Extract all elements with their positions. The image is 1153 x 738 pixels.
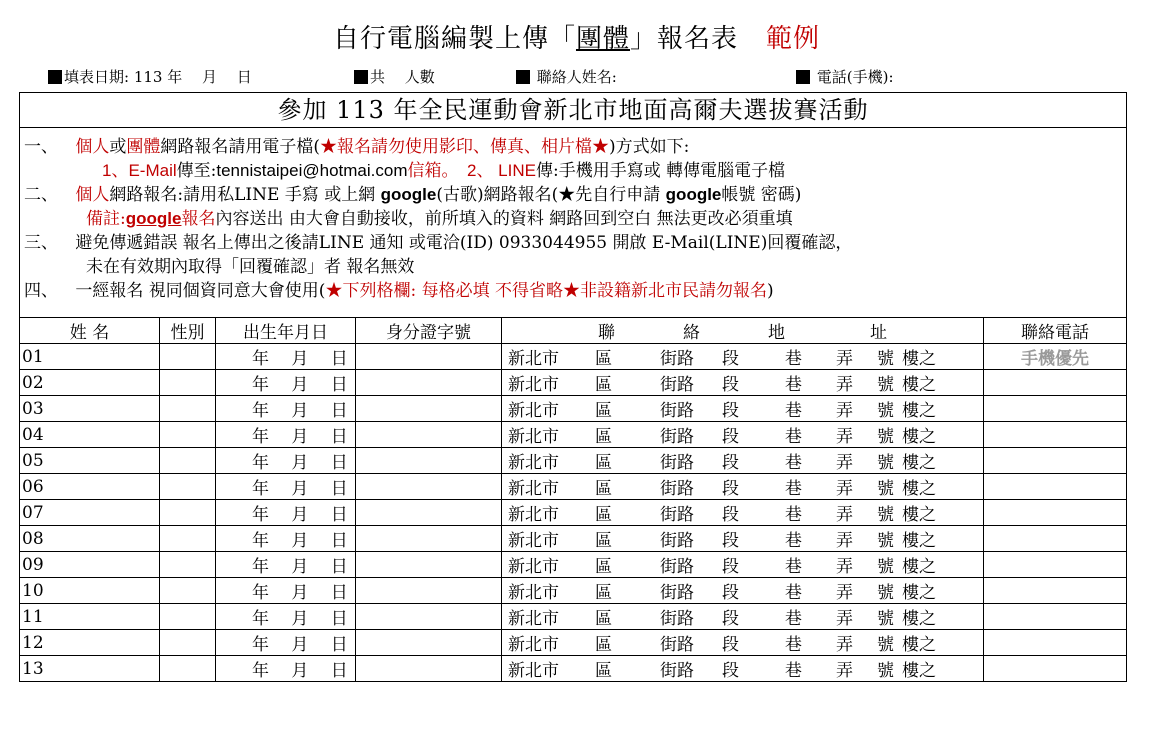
name-cell[interactable] bbox=[20, 500, 160, 526]
name-cell[interactable] bbox=[20, 396, 160, 422]
addr-part: 區 bbox=[595, 557, 612, 577]
address-cell[interactable] bbox=[502, 526, 984, 552]
text: 網路報名請用電子檔( bbox=[160, 137, 321, 157]
date-text: 年 月 日 bbox=[252, 583, 348, 603]
count-label: 共 人數 bbox=[370, 68, 435, 86]
addr-part: 段 bbox=[722, 661, 739, 681]
addr-part: 段 bbox=[722, 635, 739, 655]
addr-part: 街路 bbox=[660, 609, 694, 629]
addr-city: 新北市 bbox=[508, 375, 559, 395]
name-cell[interactable] bbox=[20, 578, 160, 604]
text: 團體 bbox=[126, 137, 161, 157]
table-row bbox=[20, 526, 1127, 552]
addr-part: 樓之 bbox=[902, 609, 936, 629]
addr-part: 巷 bbox=[785, 453, 802, 473]
note-4 bbox=[24, 279, 774, 303]
addr-part: 樓之 bbox=[902, 583, 936, 603]
addr-part: 區 bbox=[595, 661, 612, 681]
square-bullet-icon bbox=[48, 70, 62, 84]
name-cell[interactable] bbox=[20, 604, 160, 630]
addr-part: 樓之 bbox=[902, 531, 936, 551]
addr-city: 新北市 bbox=[508, 453, 559, 473]
addr-part: 段 bbox=[722, 479, 739, 499]
addr-city: 新北市 bbox=[508, 609, 559, 629]
addr-part: 區 bbox=[595, 505, 612, 525]
note-2 bbox=[24, 183, 801, 207]
title-end: 」報名表 bbox=[630, 24, 739, 54]
addr-part: 巷 bbox=[785, 427, 802, 447]
header-id-number: 身分證字號 bbox=[356, 318, 502, 344]
addr-city: 新北市 bbox=[508, 349, 559, 369]
text: 一經報名 視同個資同意大會使用( bbox=[75, 281, 326, 301]
addr-part: 號 bbox=[877, 427, 894, 447]
text: 報名 bbox=[181, 209, 216, 229]
square-bullet-icon bbox=[796, 70, 810, 84]
square-bullet-icon bbox=[516, 70, 530, 84]
address-cell[interactable] bbox=[502, 604, 984, 630]
birthdate-cell[interactable] bbox=[216, 396, 356, 422]
title-example: 範例 bbox=[766, 24, 821, 54]
addr-part: 街路 bbox=[660, 583, 694, 603]
addr-city: 新北市 bbox=[508, 531, 559, 551]
phone-cell[interactable] bbox=[984, 500, 1127, 526]
note-3 bbox=[24, 231, 852, 255]
addr-part: 號 bbox=[877, 661, 894, 681]
date-text: 年 月 日 bbox=[252, 401, 348, 421]
addr-part: 弄 bbox=[836, 375, 853, 395]
table-row bbox=[20, 448, 1127, 474]
addr-part: 弄 bbox=[836, 531, 853, 551]
table-row bbox=[20, 604, 1127, 630]
addr-part: 段 bbox=[722, 427, 739, 447]
id-cell[interactable] bbox=[356, 448, 502, 474]
name-cell[interactable] bbox=[20, 344, 160, 370]
note-2b bbox=[86, 207, 793, 231]
text: 傳至: bbox=[176, 161, 217, 181]
header-gender: 性別 bbox=[160, 318, 216, 344]
text: )方式如下: bbox=[609, 137, 690, 157]
text: 信箱。 2、 LINE bbox=[407, 161, 536, 180]
addr-part: 弄 bbox=[836, 609, 853, 629]
addr-part: 弄 bbox=[836, 557, 853, 577]
addr-part: 巷 bbox=[785, 661, 802, 681]
addr-part: 段 bbox=[722, 557, 739, 577]
gender-cell[interactable] bbox=[160, 604, 216, 630]
text: 網路報名:請用私LINE 手寫 或上網 bbox=[109, 185, 381, 205]
addr-part: 號 bbox=[877, 609, 894, 629]
title-group: 團體 bbox=[575, 24, 630, 54]
phone-cell[interactable] bbox=[984, 630, 1127, 656]
text: 避免傳遞錯誤 報名上傳出之後請LINE 通知 或電洽(ID) 0933044955 開啟 E-Mail(LINE)回覆確認， bbox=[75, 233, 853, 253]
addr-part: 區 bbox=[595, 375, 612, 395]
addr-part: 街路 bbox=[660, 479, 694, 499]
page-cutoff bbox=[19, 668, 1126, 674]
table-row bbox=[20, 500, 1127, 526]
addr-part: 弄 bbox=[836, 453, 853, 473]
text: 備註: bbox=[86, 209, 126, 229]
addr-part: 區 bbox=[595, 479, 612, 499]
text: 傳:手機用手寫或 轉傳電腦電子檔 bbox=[535, 161, 786, 181]
addr-part: 巷 bbox=[785, 401, 802, 421]
date-text: 年 月 日 bbox=[252, 505, 348, 525]
phone-cell[interactable] bbox=[984, 474, 1127, 500]
name-cell[interactable] bbox=[20, 526, 160, 552]
addr-city: 新北市 bbox=[508, 505, 559, 525]
table-row bbox=[20, 422, 1127, 448]
addr-part: 弄 bbox=[836, 635, 853, 655]
addr-part: 段 bbox=[722, 609, 739, 629]
table-row bbox=[20, 474, 1127, 500]
addr-part: 樓之 bbox=[902, 635, 936, 655]
text: google bbox=[380, 185, 437, 204]
phone-label: 電話(手機): bbox=[816, 68, 894, 86]
birthdate-cell[interactable] bbox=[216, 578, 356, 604]
addr-part: 街路 bbox=[660, 349, 694, 369]
date-label: 填表日期: 113 年 月 日 bbox=[64, 68, 252, 86]
addr-part: 弄 bbox=[836, 583, 853, 603]
addr-part: 街路 bbox=[660, 661, 694, 681]
row-number: 03 bbox=[22, 398, 44, 419]
phone-cell[interactable] bbox=[984, 578, 1127, 604]
note-number: 四、 bbox=[24, 281, 58, 301]
header-birthdate: 出生年月日 bbox=[216, 318, 356, 344]
addr-part: 段 bbox=[722, 375, 739, 395]
header-phone: 聯絡電話 bbox=[984, 318, 1127, 344]
addr-part: 街路 bbox=[660, 557, 694, 577]
addr-part: 樓之 bbox=[902, 349, 936, 369]
text: ★報名請勿使用影印、傳真、相片檔★ bbox=[320, 137, 610, 157]
addr-part: 區 bbox=[595, 427, 612, 447]
text: 個人 bbox=[75, 137, 110, 157]
table-row bbox=[20, 630, 1127, 656]
text: google bbox=[665, 185, 722, 204]
addr-part: 段 bbox=[722, 583, 739, 603]
note-1 bbox=[24, 135, 689, 159]
table-row bbox=[20, 552, 1127, 578]
registration-table bbox=[19, 317, 1127, 682]
form-title bbox=[0, 18, 1153, 55]
gender-cell[interactable] bbox=[160, 552, 216, 578]
addr-part: 號 bbox=[877, 531, 894, 551]
addr-part: 號 bbox=[877, 583, 894, 603]
birthdate-cell[interactable] bbox=[216, 552, 356, 578]
addr-part: 巷 bbox=[785, 609, 802, 629]
addr-part: 弄 bbox=[836, 479, 853, 499]
date-text: 年 月 日 bbox=[252, 427, 348, 447]
gender-cell[interactable] bbox=[160, 474, 216, 500]
address-cell[interactable] bbox=[502, 630, 984, 656]
phone-hint: 手機優先 bbox=[1021, 349, 1089, 369]
text: 或 bbox=[109, 137, 127, 157]
addr-part: 區 bbox=[595, 349, 612, 369]
address-cell[interactable] bbox=[502, 552, 984, 578]
date-text: 年 月 日 bbox=[252, 453, 348, 473]
text: 帳號 密碼) bbox=[721, 185, 802, 205]
addr-part: 區 bbox=[595, 583, 612, 603]
addr-part: 樓之 bbox=[902, 479, 936, 499]
row-number: 05 bbox=[22, 450, 44, 471]
addr-part: 街路 bbox=[660, 505, 694, 525]
birthdate-cell[interactable] bbox=[216, 526, 356, 552]
addr-part: 樓之 bbox=[902, 453, 936, 473]
addr-city: 新北市 bbox=[508, 427, 559, 447]
addr-part: 號 bbox=[877, 635, 894, 655]
gender-cell[interactable] bbox=[160, 344, 216, 370]
name-cell[interactable] bbox=[20, 370, 160, 396]
phone-cell[interactable] bbox=[984, 370, 1127, 396]
address-cell[interactable] bbox=[502, 578, 984, 604]
table-row bbox=[20, 396, 1127, 422]
addr-part: 弄 bbox=[836, 427, 853, 447]
id-cell[interactable] bbox=[356, 422, 502, 448]
addr-city: 新北市 bbox=[508, 661, 559, 681]
date-text: 年 月 日 bbox=[252, 661, 348, 681]
addr-city: 新北市 bbox=[508, 401, 559, 421]
address-cell[interactable] bbox=[502, 474, 984, 500]
table-row bbox=[20, 578, 1127, 604]
id-cell[interactable] bbox=[356, 578, 502, 604]
addr-part: 段 bbox=[722, 349, 739, 369]
id-cell[interactable] bbox=[356, 370, 502, 396]
addr-part: 號 bbox=[877, 557, 894, 577]
square-bullet-icon bbox=[354, 70, 368, 84]
addr-part: 號 bbox=[877, 401, 894, 421]
gender-cell[interactable] bbox=[160, 526, 216, 552]
name-cell[interactable] bbox=[20, 422, 160, 448]
addr-part: 街路 bbox=[660, 401, 694, 421]
gender-cell[interactable] bbox=[160, 422, 216, 448]
addr-part: 區 bbox=[595, 609, 612, 629]
date-text: 年 月 日 bbox=[252, 349, 348, 369]
name-cell[interactable] bbox=[20, 448, 160, 474]
addr-part: 巷 bbox=[785, 531, 802, 551]
note-number: 一、 bbox=[24, 137, 58, 157]
gender-cell[interactable] bbox=[160, 630, 216, 656]
phone-cell[interactable] bbox=[984, 344, 1127, 370]
row-number: 09 bbox=[22, 554, 44, 575]
id-cell[interactable] bbox=[356, 604, 502, 630]
addr-part: 號 bbox=[877, 453, 894, 473]
phone-cell[interactable] bbox=[984, 552, 1127, 578]
address-cell[interactable] bbox=[502, 422, 984, 448]
text: google bbox=[125, 209, 182, 228]
id-cell[interactable] bbox=[356, 526, 502, 552]
note-number: 二、 bbox=[24, 185, 58, 205]
addr-part: 段 bbox=[722, 505, 739, 525]
row-number: 12 bbox=[22, 632, 44, 653]
addr-part: 樓之 bbox=[902, 375, 936, 395]
table-row bbox=[20, 344, 1127, 370]
addr-part: 區 bbox=[595, 401, 612, 421]
note-3b bbox=[86, 255, 414, 279]
row-number: 11 bbox=[22, 606, 44, 627]
contact-label: 聯絡人姓名: bbox=[536, 68, 617, 86]
addr-city: 新北市 bbox=[508, 635, 559, 655]
row-number: 10 bbox=[22, 580, 44, 601]
id-cell[interactable] bbox=[356, 474, 502, 500]
addr-part: 街路 bbox=[660, 427, 694, 447]
form-frame bbox=[19, 92, 1127, 318]
text: (古歌)網路報名(★先自行申請 bbox=[436, 185, 666, 205]
id-cell[interactable] bbox=[356, 630, 502, 656]
birthdate-cell[interactable] bbox=[216, 422, 356, 448]
text: ) bbox=[767, 281, 774, 301]
table-header-row bbox=[20, 318, 1127, 344]
note-1b bbox=[102, 159, 785, 183]
row-number: 06 bbox=[22, 476, 44, 497]
row-number: 02 bbox=[22, 372, 44, 393]
text: 個人 bbox=[75, 185, 110, 205]
addr-part: 巷 bbox=[785, 375, 802, 395]
addr-part: 樓之 bbox=[902, 401, 936, 421]
addr-part: 區 bbox=[595, 635, 612, 655]
row-number: 01 bbox=[22, 346, 44, 367]
row-number: 13 bbox=[22, 658, 44, 679]
address-cell[interactable] bbox=[502, 396, 984, 422]
addr-part: 街路 bbox=[660, 375, 694, 395]
date-text: 年 月 日 bbox=[252, 557, 348, 577]
addr-part: 號 bbox=[877, 479, 894, 499]
addr-part: 段 bbox=[722, 531, 739, 551]
name-cell[interactable] bbox=[20, 552, 160, 578]
date-text: 年 月 日 bbox=[252, 479, 348, 499]
birthdate-cell[interactable] bbox=[216, 474, 356, 500]
addr-part: 樓之 bbox=[902, 505, 936, 525]
addr-part: 弄 bbox=[836, 505, 853, 525]
row-number: 08 bbox=[22, 528, 44, 549]
name-cell[interactable] bbox=[20, 630, 160, 656]
date-text: 年 月 日 bbox=[252, 531, 348, 551]
addr-part: 巷 bbox=[785, 557, 802, 577]
addr-part: 巷 bbox=[785, 583, 802, 603]
title-text: 自行電腦編製上傳「 bbox=[332, 24, 576, 54]
phone-cell[interactable] bbox=[984, 396, 1127, 422]
id-cell[interactable] bbox=[356, 500, 502, 526]
addr-part: 巷 bbox=[785, 635, 802, 655]
text: ★下列格欄: 每格必填 不得省略★非設籍新北市民請勿報名 bbox=[325, 281, 767, 301]
event-banner: 參加 113 年全民運動會新北市地面高爾夫選拔賽活動 bbox=[20, 93, 1126, 128]
row-number: 04 bbox=[22, 424, 44, 445]
id-cell[interactable] bbox=[356, 552, 502, 578]
addr-part: 號 bbox=[877, 505, 894, 525]
addr-part: 弄 bbox=[836, 661, 853, 681]
addr-city: 新北市 bbox=[508, 557, 559, 577]
id-cell[interactable] bbox=[356, 396, 502, 422]
gender-cell[interactable] bbox=[160, 448, 216, 474]
address-cell[interactable] bbox=[502, 500, 984, 526]
birthdate-cell[interactable] bbox=[216, 344, 356, 370]
header-name: 姓 名 bbox=[20, 318, 160, 344]
addr-part: 街路 bbox=[660, 635, 694, 655]
addr-part: 樓之 bbox=[902, 427, 936, 447]
addr-part: 街路 bbox=[660, 453, 694, 473]
addr-part: 樓之 bbox=[902, 557, 936, 577]
email-link[interactable]: tennistaipei@hotmai.com bbox=[216, 161, 408, 180]
note-number: 三、 bbox=[24, 233, 58, 253]
gender-cell[interactable] bbox=[160, 396, 216, 422]
text: 1、E-Mail bbox=[102, 161, 177, 180]
addr-part: 區 bbox=[595, 531, 612, 551]
addr-part: 段 bbox=[722, 453, 739, 473]
birthdate-cell[interactable] bbox=[216, 604, 356, 630]
phone-cell[interactable] bbox=[984, 422, 1127, 448]
date-text: 年 月 日 bbox=[252, 609, 348, 629]
name-cell[interactable] bbox=[20, 474, 160, 500]
addr-part: 區 bbox=[595, 453, 612, 473]
address-cell[interactable] bbox=[502, 344, 984, 370]
birthdate-cell[interactable] bbox=[216, 448, 356, 474]
date-text: 年 月 日 bbox=[252, 635, 348, 655]
date-text: 年 月 日 bbox=[252, 375, 348, 395]
birthdate-cell[interactable] bbox=[216, 500, 356, 526]
text: 內容送出 由大會自動接收，前所填入的資料 網路回到空白 無法更改必須重填 bbox=[215, 209, 793, 229]
addr-part: 號 bbox=[877, 375, 894, 395]
id-cell[interactable] bbox=[356, 344, 502, 370]
gender-cell[interactable] bbox=[160, 500, 216, 526]
addr-part: 段 bbox=[722, 401, 739, 421]
phone-cell[interactable] bbox=[984, 448, 1127, 474]
addr-part: 弄 bbox=[836, 349, 853, 369]
addr-part: 號 bbox=[877, 349, 894, 369]
birthdate-cell[interactable] bbox=[216, 630, 356, 656]
row-number: 07 bbox=[22, 502, 44, 523]
addr-part: 巷 bbox=[785, 349, 802, 369]
birthdate-cell[interactable] bbox=[216, 370, 356, 396]
addr-city: 新北市 bbox=[508, 479, 559, 499]
addr-part: 弄 bbox=[836, 401, 853, 421]
address-cell[interactable] bbox=[502, 448, 984, 474]
header-address: 聯 絡 地 址 bbox=[502, 318, 984, 344]
addr-city: 新北市 bbox=[508, 583, 559, 603]
gender-cell[interactable] bbox=[160, 370, 216, 396]
phone-cell[interactable] bbox=[984, 604, 1127, 630]
address-cell[interactable] bbox=[502, 370, 984, 396]
text: 未在有效期內取得「回覆確認」者 報名無效 bbox=[86, 257, 415, 277]
addr-part: 巷 bbox=[785, 479, 802, 499]
phone-cell[interactable] bbox=[984, 526, 1127, 552]
table-row bbox=[20, 370, 1127, 396]
addr-part: 巷 bbox=[785, 505, 802, 525]
gender-cell[interactable] bbox=[160, 578, 216, 604]
addr-part: 樓之 bbox=[902, 661, 936, 681]
addr-part: 街路 bbox=[660, 531, 694, 551]
